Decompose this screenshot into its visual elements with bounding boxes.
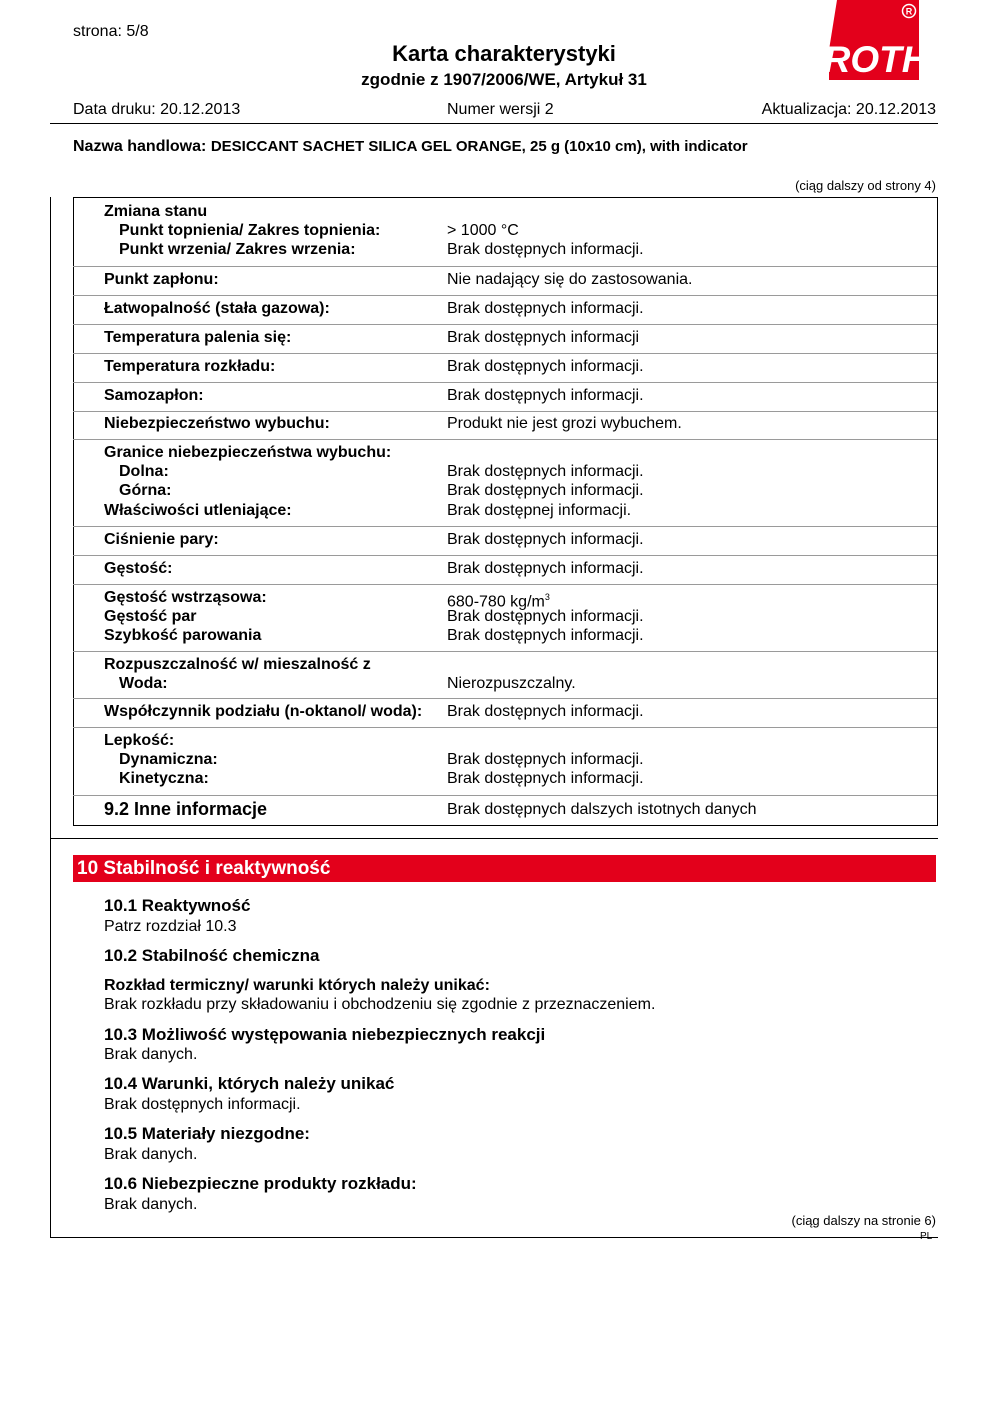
document-title: Karta charakterystyki bbox=[392, 41, 616, 66]
row-divider bbox=[73, 382, 937, 383]
bulk-density-label: Gęstość wstrząsowa: bbox=[104, 589, 267, 606]
row-divider bbox=[73, 324, 937, 325]
density-value: Brak dostępnych informacji. bbox=[447, 560, 644, 577]
boiling-point-label: Punkt wrzenia/ Zakres wrzenia: bbox=[119, 241, 356, 258]
hazardous-reactions-heading: 10.3 Możliwość występowania niebezpiecznych reakcji bbox=[104, 1025, 546, 1044]
dynamic-viscosity-label: Dynamiczna: bbox=[119, 751, 218, 768]
row-divider bbox=[73, 295, 937, 296]
vapour-pressure-value: Brak dostępnych informacji. bbox=[447, 531, 644, 548]
ignition-temp-value: Brak dostępnych informacji bbox=[447, 329, 640, 346]
decomposition-temp-value: Brak dostępnych informacji. bbox=[447, 358, 644, 375]
evaporation-rate-value: Brak dostępnych informacji. bbox=[447, 627, 644, 644]
flash-point-label: Punkt zapłonu: bbox=[104, 271, 219, 288]
lower-limit-value: Brak dostępnych informacji. bbox=[447, 463, 644, 480]
conditions-to-avoid-heading: 10.4 Warunki, których należy unikać bbox=[104, 1074, 395, 1093]
roth-logo bbox=[823, 0, 929, 80]
update-date: Aktualizacja: 20.12.2013 bbox=[761, 101, 936, 118]
svg-text:R: R bbox=[905, 6, 913, 17]
vapour-density-value: Brak dostępnych informacji. bbox=[447, 608, 644, 625]
partition-coefficient-value: Brak dostępnych informacji. bbox=[447, 703, 644, 720]
row-divider bbox=[73, 266, 937, 267]
decomposition-products-heading: 10.6 Niebezpieczne produkty rozkładu: bbox=[104, 1174, 417, 1193]
vapour-pressure-label: Ciśnienie pary: bbox=[104, 531, 219, 548]
water-label: Woda: bbox=[119, 675, 168, 692]
section-border bbox=[50, 197, 51, 1237]
continued-from: (ciąg dalszy od strony 4) bbox=[795, 178, 936, 193]
melting-point-label: Punkt topnienia/ Zakres topnienia: bbox=[119, 222, 381, 239]
row-divider bbox=[73, 555, 937, 556]
section-10-title: 10 Stabilność i reaktywność bbox=[73, 855, 936, 882]
lower-limit-label: Dolna: bbox=[119, 463, 169, 480]
header-rule bbox=[50, 123, 938, 124]
density-label: Gęstość: bbox=[104, 560, 173, 577]
flammability-value: Brak dostępnych informacji. bbox=[447, 300, 644, 317]
oxidizing-value: Brak dostępnej informacji. bbox=[447, 502, 632, 519]
upper-limit-label: Górna: bbox=[119, 482, 172, 499]
row-divider bbox=[73, 651, 937, 652]
dynamic-viscosity-value: Brak dostępnych informacji. bbox=[447, 751, 644, 768]
explosion-danger-value: Produkt nie jest grozi wybuchem. bbox=[447, 415, 682, 432]
decomposition-temp-label: Temperatura rozkładu: bbox=[104, 358, 276, 375]
upper-limit-value: Brak dostępnych informacji. bbox=[447, 482, 644, 499]
decomposition-products-text: Brak danych. bbox=[104, 1196, 198, 1213]
version-number: Numer wersji 2 bbox=[447, 101, 554, 118]
oxidizing-label: Właściwości utleniające: bbox=[104, 502, 292, 519]
other-info-heading: 9.2 Inne informacje bbox=[104, 799, 268, 819]
chemical-stability-heading: 10.2 Stabilność chemiczna bbox=[104, 946, 320, 965]
hazardous-reactions-text: Brak danych. bbox=[104, 1046, 198, 1063]
thermal-decomposition-label: Rozkład termiczny/ warunki których należy unikać: bbox=[104, 977, 490, 994]
row-divider bbox=[73, 353, 937, 354]
conditions-to-avoid-text: Brak dostępnych informacji. bbox=[104, 1096, 301, 1113]
row-divider bbox=[73, 698, 937, 699]
page-bottom-border bbox=[50, 1237, 938, 1238]
trade-name bbox=[73, 137, 748, 156]
flash-point-value: Nie nadający się do zastosowania. bbox=[447, 271, 693, 288]
explosion-danger-label: Niebezpieczeństwo wybuchu: bbox=[104, 415, 330, 432]
melting-point-value: > 1000 °C bbox=[447, 222, 519, 239]
state-change-label: Zmiana stanu bbox=[104, 203, 208, 220]
section-divider bbox=[50, 838, 938, 839]
trade-name-label: Nazwa handlowa: bbox=[73, 138, 207, 155]
row-divider bbox=[73, 526, 937, 527]
bulk-density-value: 680-780 $kg/m^3$ bbox=[447, 592, 550, 611]
row-divider bbox=[73, 584, 937, 585]
water-value: Nierozpuszczalny. bbox=[447, 675, 576, 692]
other-info-value: Brak dostępnych dalszych istotnych danych bbox=[447, 801, 757, 818]
trade-name-value: DESICCANT SACHET SILICA GEL ORANGE, 25 g (10x10 cm), with indicator bbox=[210, 138, 748, 155]
svg-text:ROTH: ROTH bbox=[823, 39, 929, 80]
autoignition-label: Samozapłon: bbox=[104, 387, 204, 404]
kinematic-viscosity-label: Kinetyczna: bbox=[119, 770, 209, 787]
language-code: PL bbox=[920, 1231, 933, 1242]
viscosity-label: Lepkość: bbox=[104, 732, 175, 749]
row-divider bbox=[73, 439, 937, 440]
kinematic-viscosity-value: Brak dostępnych informacji. bbox=[447, 770, 644, 787]
incompatible-materials-text: Brak danych. bbox=[104, 1146, 198, 1163]
ignition-temp-label: Temperatura palenia się: bbox=[104, 329, 292, 346]
explosion-limits-label: Granice niebezpieczeństwa wybuchu: bbox=[104, 444, 392, 461]
page-number: strona: 5/8 bbox=[73, 23, 149, 40]
reactivity-heading: 10.1 Reaktywność bbox=[104, 896, 251, 915]
evaporation-rate-label: Szybkość parowania bbox=[104, 627, 262, 644]
reactivity-text: Patrz rozdział 10.3 bbox=[104, 918, 237, 935]
boiling-point-value: Brak dostępnych informacji. bbox=[447, 241, 644, 258]
document-subtitle: zgodnie z 1907/2006/WE, Artykuł 31 bbox=[361, 70, 647, 89]
partition-coefficient-label: Współczynnik podziału (n-oktanol/ woda): bbox=[104, 703, 423, 720]
incompatible-materials-heading: 10.5 Materiały niezgodne: bbox=[104, 1124, 310, 1143]
solubility-label: Rozpuszczalność w/ mieszalność z bbox=[104, 656, 371, 673]
row-divider bbox=[73, 411, 937, 412]
vapour-density-label: Gęstość par bbox=[104, 608, 197, 625]
autoignition-value: Brak dostępnych informacji. bbox=[447, 387, 644, 404]
flammability-label: Łatwopalność (stała gazowa): bbox=[104, 300, 330, 317]
thermal-decomposition-text: Brak rozkładu przy składowaniu i obchodzeniu się zgodnie z przeznaczeniem. bbox=[104, 996, 656, 1013]
row-divider bbox=[73, 795, 937, 796]
print-date: Data druku: 20.12.2013 bbox=[73, 101, 241, 118]
continued-to: (ciąg dalszy na stronie 6) bbox=[791, 1213, 936, 1228]
row-divider bbox=[73, 727, 937, 728]
